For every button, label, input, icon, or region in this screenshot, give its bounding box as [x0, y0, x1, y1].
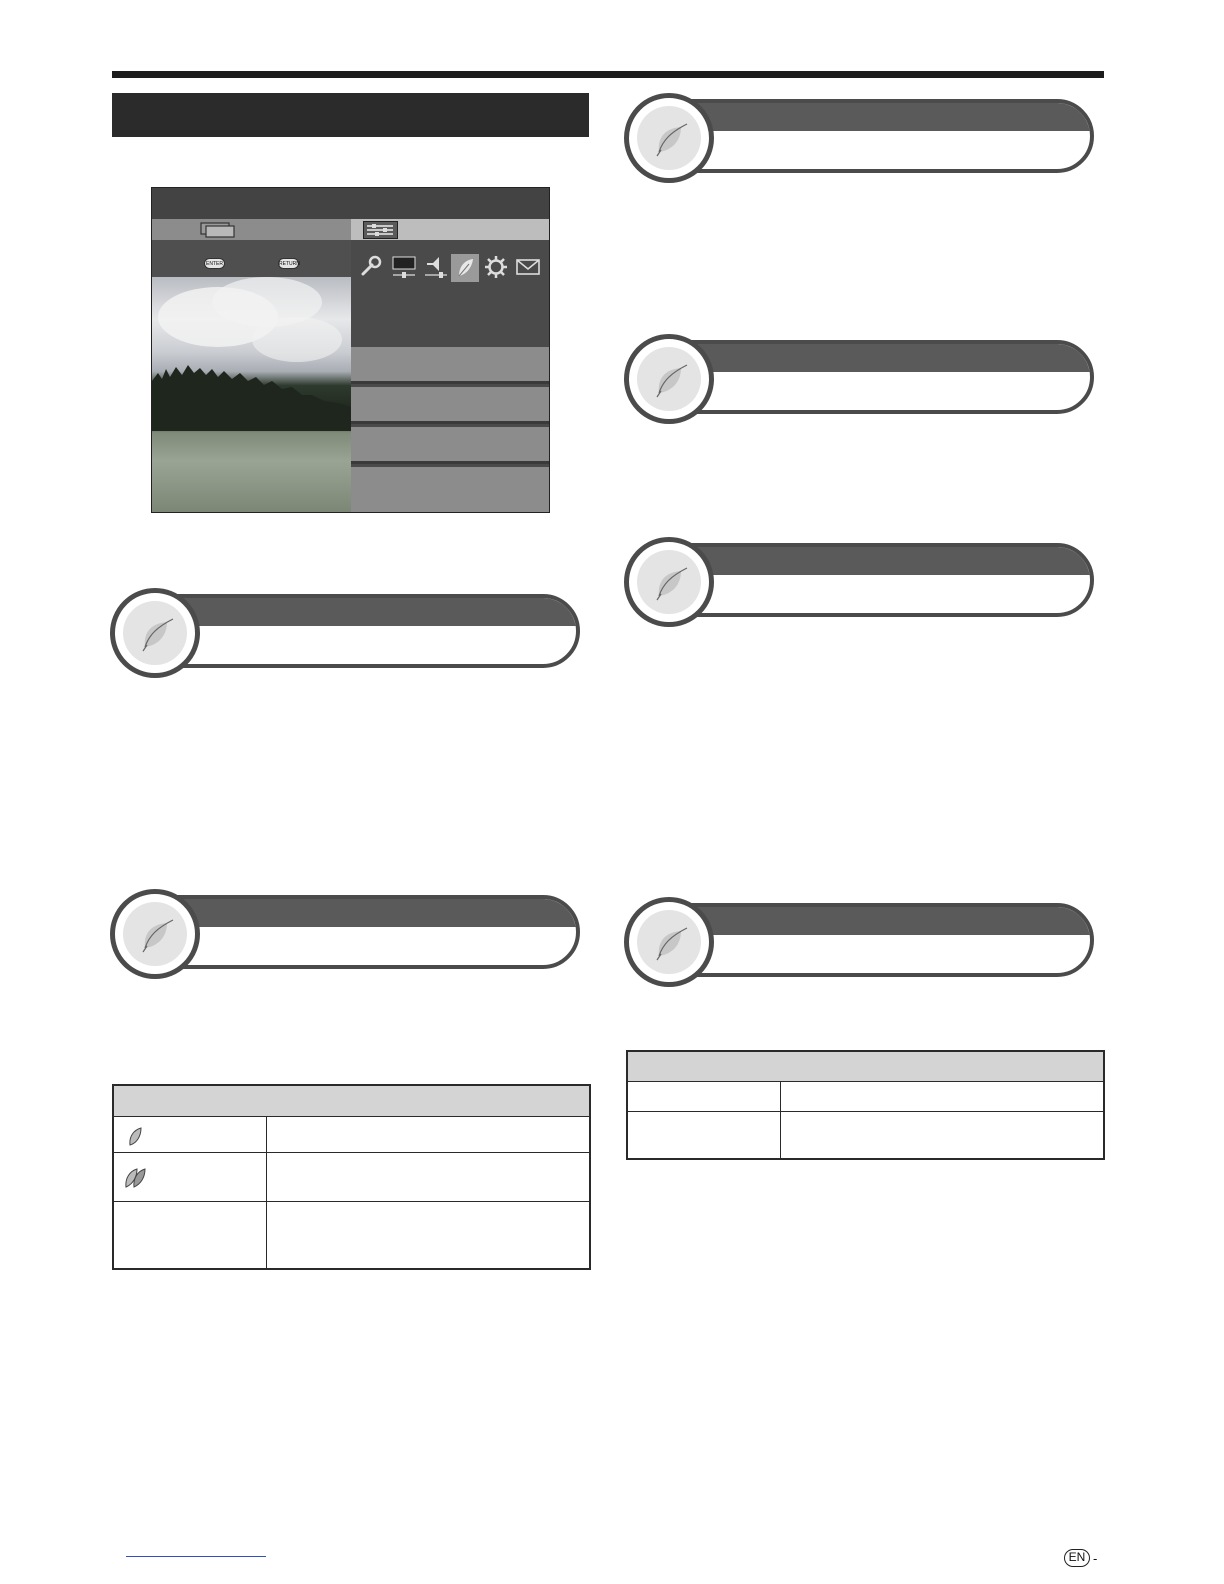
tv-menu-item [351, 427, 549, 464]
eco-heading-5 [624, 537, 1102, 627]
table-row [114, 1153, 589, 1202]
eco-badge [624, 897, 714, 987]
tv-menu-tab-right [351, 219, 550, 240]
eco-leaf-icon [123, 601, 187, 665]
eco-badge [110, 889, 200, 979]
section-title-bar [112, 93, 589, 137]
eco-heading-6 [624, 897, 1102, 987]
picture-icon [391, 254, 417, 280]
eco-heading-3 [624, 93, 1102, 183]
tv-menu-icon-row [351, 240, 550, 297]
heading-band [664, 543, 1094, 617]
double-leaf-icon [122, 1165, 150, 1189]
heading-band [664, 903, 1094, 977]
tv-menu-item [351, 347, 549, 384]
table-row [628, 1082, 1103, 1112]
table-row [114, 1117, 589, 1153]
tv-menu-title-bar [152, 188, 549, 219]
page-number-dash: - [1093, 1551, 1098, 1566]
tv-menu-screenshot [151, 187, 550, 513]
tv-menu-description-area [351, 297, 550, 349]
tv-menu-item [351, 387, 549, 424]
return-button-glyph: RETURN [278, 258, 299, 269]
table-header [628, 1052, 1103, 1082]
eco-heading-2 [110, 889, 588, 979]
eco-badge [110, 588, 200, 678]
eco-badge [624, 334, 714, 424]
tv-menu-item [351, 467, 549, 513]
tv-landscape-image [152, 277, 351, 513]
wrench-icon [359, 254, 383, 278]
heading-band [664, 340, 1094, 414]
eco-heading-4 [624, 334, 1102, 424]
forest-silhouette [152, 359, 351, 431]
eco-leaf-icon [637, 347, 701, 411]
eco-status-table [112, 1084, 591, 1270]
settings-table [626, 1050, 1105, 1160]
settings-sliders-icon [363, 221, 399, 239]
table-divider [780, 1082, 781, 1158]
tv-menu-hint-row [152, 240, 351, 277]
eco-leaf-icon [637, 550, 701, 614]
envelope-icon [516, 259, 540, 275]
top-rule [112, 71, 1104, 78]
speaker-icon [423, 254, 449, 280]
footer-link-underline [126, 1556, 266, 1557]
enter-button-glyph: ENTER [204, 258, 225, 269]
eco-badge [624, 537, 714, 627]
eco-leaf-icon [451, 254, 479, 282]
table-divider [266, 1117, 267, 1268]
eco-leaf-icon [637, 106, 701, 170]
heading-band [150, 895, 580, 969]
gear-icon [485, 256, 507, 278]
multi-window-icon [199, 222, 235, 238]
eco-leaf-icon [123, 902, 187, 966]
table-row [628, 1112, 1103, 1158]
heading-band [150, 594, 580, 668]
table-header [114, 1086, 589, 1117]
heading-band [664, 99, 1094, 173]
language-badge: EN [1064, 1549, 1090, 1567]
eco-heading-1 [110, 588, 588, 678]
eco-leaf-icon [637, 910, 701, 974]
tv-menu-tab-left [152, 219, 351, 240]
table-row [114, 1202, 589, 1268]
eco-badge [624, 93, 714, 183]
eco-leaf-icon-selected [451, 254, 479, 282]
single-leaf-icon [126, 1125, 144, 1147]
